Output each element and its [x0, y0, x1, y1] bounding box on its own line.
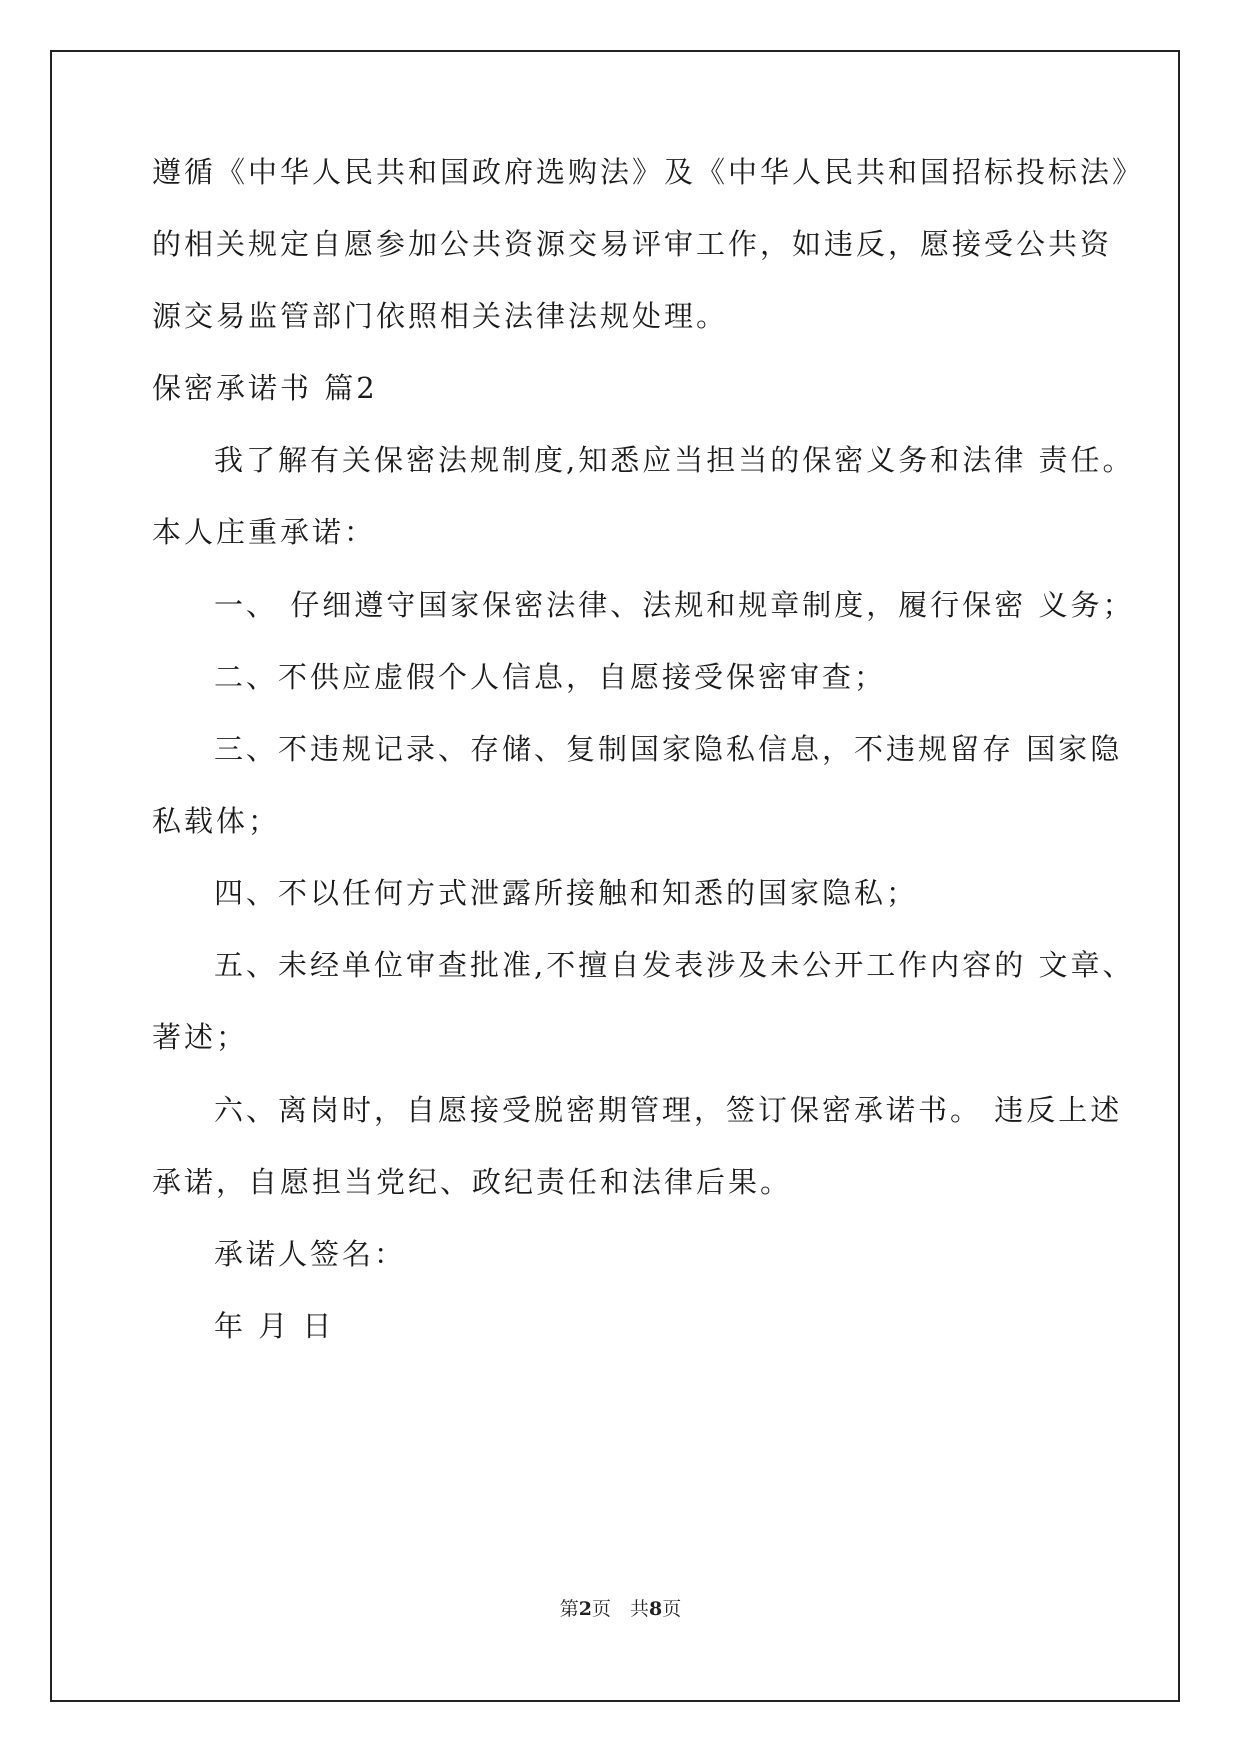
page-footer: [0, 1596, 1241, 1622]
promise-item-3-cont: 私载体；: [152, 804, 281, 838]
promise-item-5: 五、未经单位审查批准,不擅自发表涉及未公开工作内容的 文章、: [214, 948, 1135, 982]
section-heading: 保密承诺书 篇2: [152, 371, 378, 405]
promise-item-6-cont: 承诺，自愿担当党纪、政纪责任和法律后果。: [152, 1165, 793, 1199]
text-line-1: 遵循《中华人民共和国政府选购法》及《中华人民共和国招标投标法》: [152, 155, 1145, 189]
footer-prefix: 第: [559, 1598, 579, 1620]
footer-current-page: 2: [578, 1598, 592, 1620]
text-line-3: 源交易监管部门依照相关法律法规处理。: [152, 299, 729, 333]
promise-item-3: 三、不违规记录、存储、复制国家隐私信息，不违规留存 国家隐: [214, 732, 1123, 766]
text-line-6: 本人庄重承诺：: [152, 515, 377, 549]
date-line: 年 月 日: [214, 1309, 335, 1343]
promise-item-2: 二、不供应虚假个人信息，自愿接受保密审查；: [214, 660, 887, 694]
promise-item-5-cont: 著述；: [152, 1020, 249, 1054]
signature-label: 承诺人签名：: [214, 1237, 407, 1271]
promise-item-6: 六、离岗时，自愿接受脱密期管理，签订保密承诺书。 违反上述: [214, 1093, 1123, 1127]
text-line-2: 的相关规定自愿参加公共资源交易评审工作，如违反，愿接受公共资: [152, 227, 1113, 261]
footer-middle: 页 共: [591, 1598, 649, 1620]
promise-item-1: 一、 仔细遵守国家保密法律、法规和规章制度，履行保密 义务；: [214, 588, 1135, 622]
footer-suffix: 页: [662, 1598, 682, 1620]
footer-total-pages: 8: [649, 1598, 663, 1620]
promise-item-4: 四、不以任何方式泄露所接触和知悉的国家隐私；: [214, 876, 919, 910]
text-line-5: 我了解有关保密法规制度,知悉应当担当的保密义务和法律 责任。: [214, 443, 1135, 477]
